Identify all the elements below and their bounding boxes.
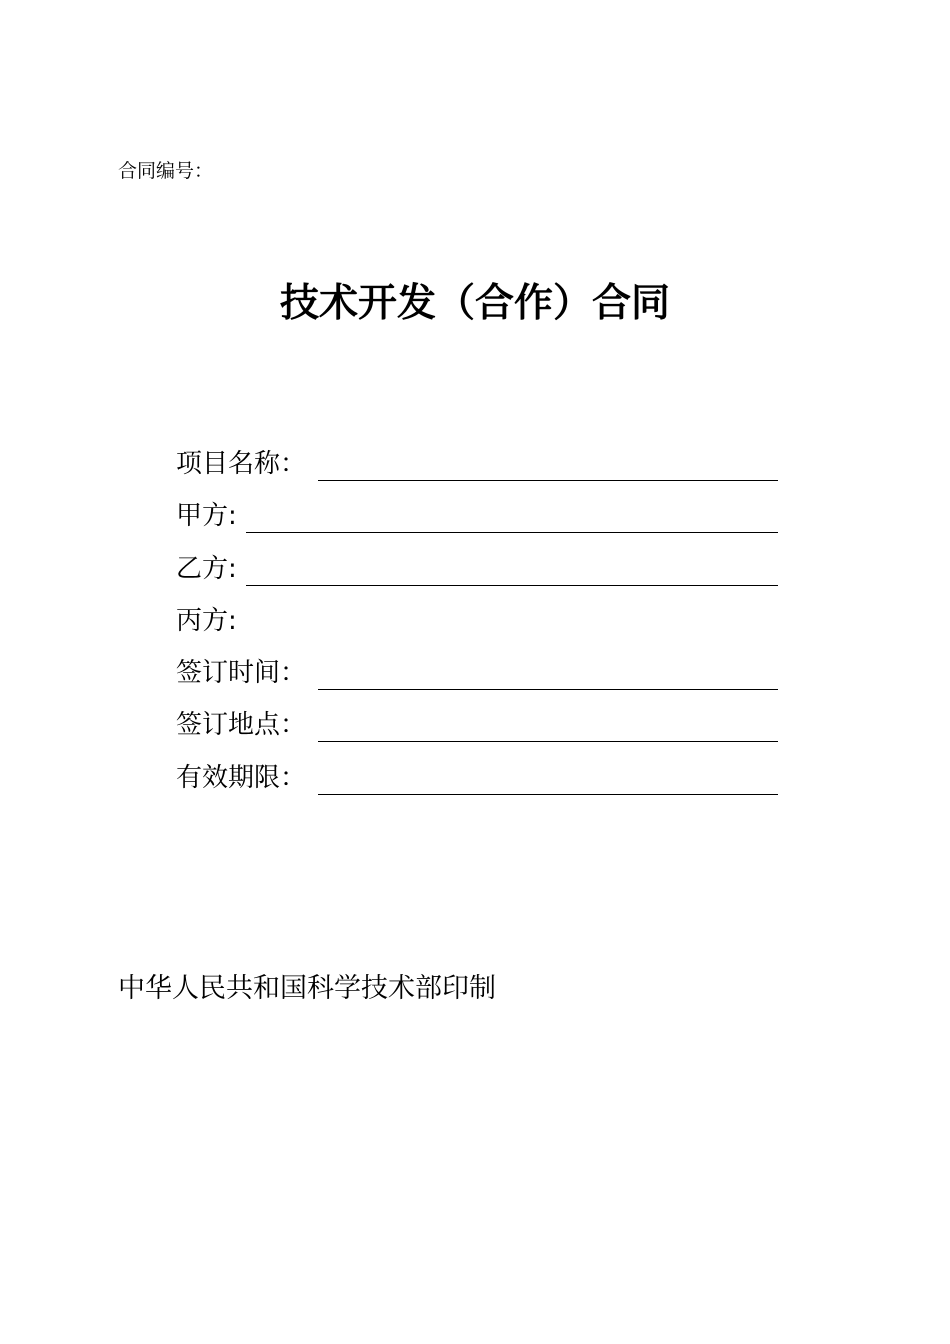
project-name-blank-line xyxy=(318,480,778,481)
party-b-blank-line xyxy=(246,585,778,586)
party-a-row xyxy=(176,498,237,532)
party-b-row xyxy=(176,551,237,585)
party-b-label: 乙方: xyxy=(176,554,237,584)
project-name-row xyxy=(176,446,306,480)
party-a-blank-line xyxy=(246,532,778,533)
validity-period-label: 有效期限： xyxy=(176,763,307,793)
project-name-label: 项目名称： xyxy=(176,449,307,479)
issuer-footer: 中华人民共和国科学技术部印制 xyxy=(118,973,496,1004)
validity-period-blank-line xyxy=(318,794,778,795)
signing-place-row xyxy=(176,707,306,741)
party-c-label: 丙方: xyxy=(176,606,237,636)
signing-time-row xyxy=(176,655,306,689)
signing-place-blank-line xyxy=(318,741,778,742)
contract-number-label: 合同编号： xyxy=(118,160,214,182)
validity-period-row xyxy=(176,760,306,794)
signing-time-blank-line xyxy=(318,689,778,690)
document-title: 技术开发（合作）合同 xyxy=(279,281,670,326)
signing-time-label: 签订时间： xyxy=(176,658,307,688)
party-c-row xyxy=(176,603,237,637)
signing-place-label: 签订地点： xyxy=(176,710,307,740)
party-a-label: 甲方: xyxy=(176,501,237,531)
